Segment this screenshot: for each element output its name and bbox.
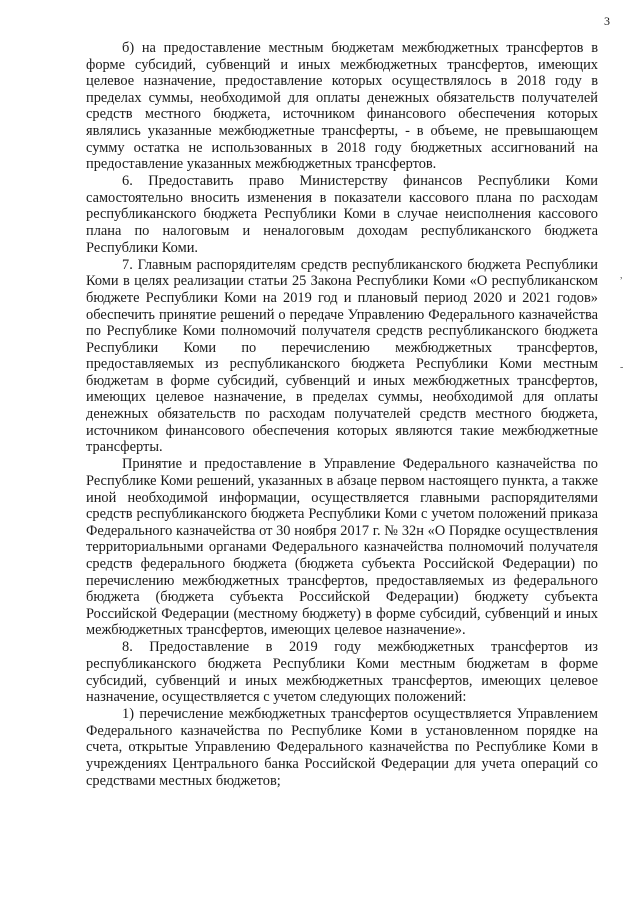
page-number: 3 <box>604 14 610 28</box>
paragraph-5b: б) на предоставление местным бюджетам межбюджетных трансфертов в форме субсидий, субвенций и иных межбюджетных трансфертов, имеющих целевое назначение, предоставление которых осуществлялось в 2018 году в пределах суммы, необходимой для оплаты денежных обязательств получателей средств местного бюджета, источником финансового обеспечения которых являлись указанные межбюджетные трансферты, - в объеме, не превышающем сумму остатка не использованных в 2018 году бюджетных ассигнований на предоставление указанных межбюджетных трансфертов. <box>86 40 598 173</box>
paragraph-8-item-1: 1) перечисление межбюджетных трансфертов осуществляется Управлением Федерального казначейства по Республике Коми в установленном порядке на счета, открытые Управлению Федерального казначейства по Республике Коми в учреждениях Центрального банка Российской Федерации для учета операций со средствами местных бюджетов; <box>86 706 598 789</box>
margin-mark: - <box>620 362 624 373</box>
document-body <box>86 40 598 789</box>
paragraph-7-continued: Принятие и предоставление в Управление Федерального казначейства по Республике Коми решений, указанных в абзаце первом настоящего пункта, а также иной необходимой информации, осуществляется главными распорядителями средств республиканского бюджета Республики Коми с учетом положений приказа Федерального казначейства от 30 ноября 2017 г. № 32н «О Порядке осуществления территориальными органами Федерального казначейства полномочий получателя средств федерального бюджета (бюджета субъекта Российской Федерации) по перечислению межбюджетных трансфертов, предоставляемых из федерального бюджета (бюджета субъекта Российской Федерации) бюджету субъекта Российской Федерации (местному бюджету) в форме субсидий, субвенций и иных межбюджетных трансфертов, имеющих целевое назначение». <box>86 456 598 639</box>
paragraph-8: 8. Предоставление в 2019 году межбюджетных трансфертов из республиканского бюджета Республики Коми местным бюджетам в форме субсидий, субвенций и иных межбюджетных трансфертов, имеющих целевое назначение, осуществляется с учетом следующих положений: <box>86 639 598 706</box>
paragraph-7: 7. Главным распорядителям средств республиканского бюджета Республики Коми в целях реализации статьи 25 Закона Республики Коми «О республиканском бюджете Республики Коми на 2019 год и плановый период 2020 и 2021 годов» обеспечить принятие решений о передаче Управлению Федерального казначейства по Республике Коми полномочий получателя средств республиканского бюджета Республики Коми по перечислению межбюджетных трансфертов, предоставляемых из республиканского бюджета Республики Коми местным бюджетам в форме субсидий, субвенций и иных межбюджетных трансфертов, имеющих целевое назначение, в пределах суммы, необходимой для оплаты денежных обязательств по расходам получателей средств местного бюджета, источником финансового обеспечения которых являются такие межбюджетные трансферты. <box>86 256 598 456</box>
margin-mark: , <box>620 270 623 281</box>
paragraph-6: 6. Предоставить право Министерству финансов Республики Коми самостоятельно вносить изменения в показатели кассового плана по расходам республиканского бюджета Республики Коми в случае неисполнения кассового плана по налоговым и неналоговым доходам республиканского бюджета Республики Коми. <box>86 173 598 256</box>
